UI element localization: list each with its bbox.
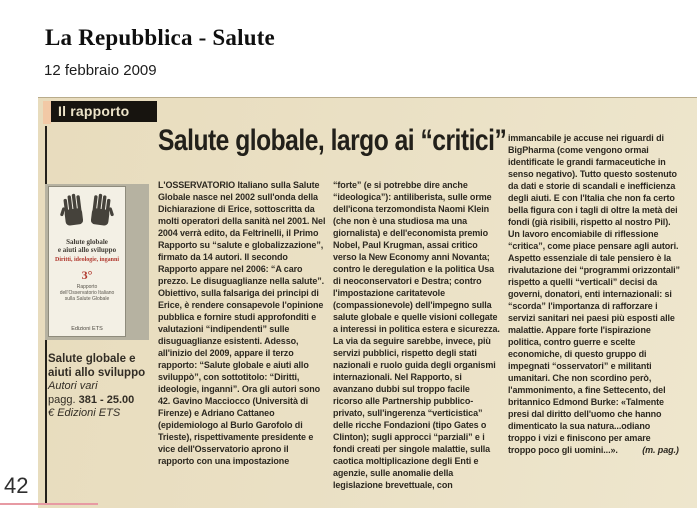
page-date: 12 febbraio 2009: [44, 62, 157, 79]
book-photo: [45, 184, 149, 340]
cover-series-line2: dell'Osservatorio Italiano: [59, 290, 115, 296]
cover-series-line1: Rapporto: [76, 284, 98, 290]
article-column-3: [508, 132, 680, 456]
cover-publisher: Edizioni ETS: [71, 326, 103, 332]
cover-series-line3: sulla Salute Globale: [64, 296, 110, 302]
cover-edition: 3°: [81, 268, 93, 282]
caption-pages-label: pagg.: [48, 393, 76, 406]
caption-pages: [48, 394, 160, 408]
cover-title-line1: Salute globale: [66, 238, 108, 246]
article-column-1: L'OSSERVATORIO Italiano sulla Salute Globale nasce nel 2002 sull'onda della Dichiarazione di Erice, sottoscritta da molti operatori della sanità nel 2001. Nel 2004 verrà edito, da Feltrinelli, il Primo Rapporto su “salute e globalizzazione”, firmato da 14 autori. Il secondo Rapporto appare nel 2006: “A caro prezzo. Le disuguaglianze nella salute”. Obiettivo, sulla falsariga dei principi di Erice, è rendere consapevole l'opinione pubblica e fornire studi approfonditi e valutazioni “indipendenti” sulle disuguaglianze esistenti. Adesso, all'inizio del 2009, appare il terzo rapporto: “Salute globale e aiuti allo sviluppò”, con sottotitolo: “Diritti, ideologie, inganni”. Ora gli autori sono 42. Gavino Macciocco (Università di Firenze) e Adriano Cattaneo (epidemiologo al Burlo Garofolo di Trieste), rispettivamente presidente e vice dell'Osservatorio aprono il rapporto con una impostazione: [158, 180, 326, 466]
page-number-rule: [0, 503, 98, 505]
caption-title-line2: aiuti allo sviluppo: [48, 366, 146, 379]
hands-engraving-icon: [59, 192, 115, 230]
cover-subtitle: Diritti, ideologie, inganni: [54, 257, 119, 263]
article-column-2: “forte” (e si potrebbe dire anche “ideologica”): antiliberista, sulle orme dell'icona terzomondista Naomi Klein (che non è una studiosa ma una giornalista) e dell'economista premio Nobel, Paul Krugman, assai critico verso la New Economy anni Novanta; contro le deregulation e la politica Usa di neoconservatori e Destra; contro l'impostazione caritatevole (compassionevole) dell'impegno sulla salute globale e quelle visioni collegate a interessi in politica estera e sicurezza. La via da seguire sarebbe, invece, più servizi pubblici, rispetto degli stati nazionali e ruolo guida degli organismi internazionali. Nel Rapporto, si avanzano dubbi sul troppo facile ricorso alle Partnership pubblico-privato, sull'ingerenza “verticistica” delle ricche Fondazioni (tipo Gates o Clinton); sugli approcci “parziali” e i fondi creati per singole malattie, sulla caotica moltiplicazione degli Enti e agenzie, sulle anomalie della legislazione brevettuale, con: [333, 180, 500, 490]
book-caption: [48, 353, 160, 421]
caption-publisher: [48, 407, 160, 421]
caption-authors: Autori vari: [48, 380, 98, 392]
kicker-label: Il rapporto: [58, 103, 130, 119]
article-headline: Salute globale, largo ai “critici”: [158, 124, 507, 157]
newspaper-clipping: [38, 97, 697, 508]
caption-publisher-name: Edizioni ETS: [57, 407, 121, 419]
article-signature: (m. pag.): [642, 445, 679, 455]
page-number: 42: [4, 473, 29, 498]
kicker-banner: [51, 101, 157, 122]
book-cover: [48, 186, 126, 337]
kicker-stripe: [43, 101, 51, 124]
caption-title-line1: Salute globale e: [48, 353, 136, 365]
page-title: La Repubblica - Salute: [45, 25, 275, 50]
article-column-3-text: immancabile je accuse nei riguardi di BigPharma (come vengono ormai identificate le grandi farmaceutiche in senso negativo). Tutto questo sostenuto da dati e storie di scandali e inefficienza degli aiuti. E con l'Italia che non fa certo bella figura con i tagli di oltre la metà dei fondi (già risibili, rispetto al nostro Pil). Un lavoro encomiabile di riflessione “critica”, come piace pensare agli autori. Aspetto essenziale di tale pensiero è la rivalutazione dei “programmi orizzontali” rispetto a quelli “verticali” decisi da governi, donatori, enti internazionali: si “scorda” l'importanza di rafforzare i servizi sanitari nei paesi più esposti alle malattie. Appare forte l'ispirazione politica, contro guerre e scelte economiche, di questo gruppo di impegnati “osservatori” e militanti umanitari. Che non scordino però, l'ammonimento, a fine Settecento, del britannico Edmond Burke: «Talmente presi dal diritto dell'uomo che hanno dimenticato la sua natura...odiano troppo i vizi e finiscono per amare troppo poco gli uomini...».: [508, 133, 680, 455]
cover-title-line2: e aiuti allo sviluppo: [57, 246, 117, 254]
caption-pages-value: 381 - 25.00: [78, 393, 135, 406]
euro-icon: €: [48, 407, 55, 419]
